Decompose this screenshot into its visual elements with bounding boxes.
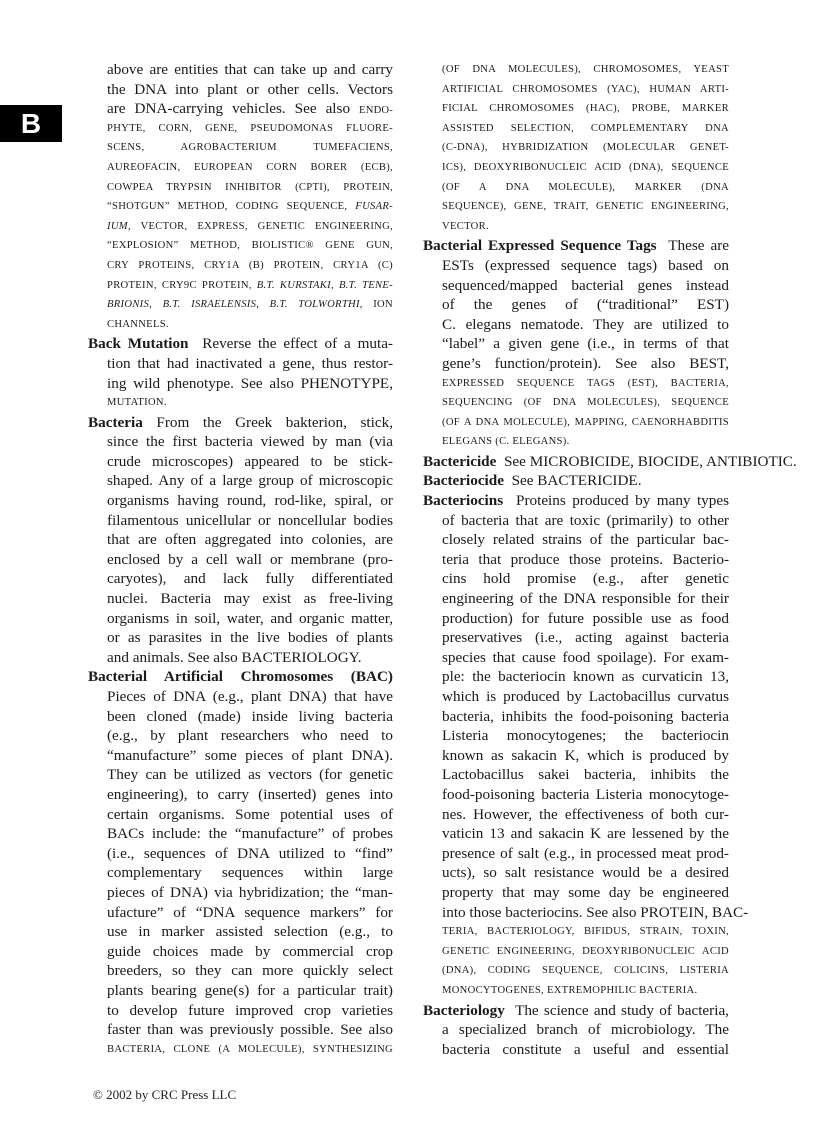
headword: Bactericide [423,452,497,470]
entry-bacterial-artificial-chromosomes: Bacterial Artificial Chromosomes (BAC) Pieces of DNA (e.g., plant DNA) that have been cloned (made) inside living bacteria (e.g., by plant researchers who need to “manufacture” some pieces of plant DNA). They can be utilized as vectors (for genetic engineering), to carry (inserted) genes into certain organisms. Some potential uses of BACs include: the “manufacture” of probes (i.e., sequences of DNA utilized to “find” complementary sequences within large pieces of DNA) via hybridization; the “man- ufacture” of “DNA sequence markers” for use in marker assisted selection (e.g., to guide choices made by commercial crop breeders, so they can more quickly select plants bearing gene(s) for a particular trait) to develop future improved crop varieties faster than was previously possible. See also BACTERIA, CLONE (A MOLECULE), SYNTHESIZING [88,667,393,1059]
copyright-footer: © 2002 by CRC Press LLC [93,1087,237,1102]
cross-reference-line[interactable]: PHYTE, CORN, GENE, PSEUDOMONAS FLUORE- [107,122,393,134]
headword: Back Mutation [88,335,189,353]
continuation-entry: above are entities that can take up and carry the DNA into plant or other cells. Vectors are DNA-carrying vehicles. See also ENDO- PHYTE, CORN, GENE, PSEUDOMONAS FLUORE- SCENS, AGROBACTERIUM TUMEFACIENS, AUREOFACIN, EUROPEAN CORN BORER (ECB), COWPEA TRYPSIN INHIBITOR (CPTI), PROTEIN, “SHOTGUN” METHOD, CODING SEQUENCE, FUSAR- IUM, VECTOR, EXPRESS, GENETIC ENGINEERING, “EXPLOSION” METHOD, BIOLISTIC® GENE GUN, CRY PROTEINS, CRY1A (B) PROTEIN, CRY1A (C) PROTEIN, CRY9C PROTEIN, B.T. KURSTAKI, B.T. TENE- BRIONIS, B.T. ISRAELENSIS, B.T. TOLWORTHI, ION CHANNELS. [88,60,393,334]
headword: Bacteria [88,413,143,431]
cross-reference-line[interactable]: EXPRESSED SEQUENCE TAGS (EST), BACTERIA, [442,377,729,389]
cross-reference-line[interactable]: IUM, VECTOR, EXPRESS, GENETIC ENGINEERING, [107,220,393,232]
entry-bacteriocide [423,471,729,491]
cross-reference-line[interactable]: “SHOTGUN” METHOD, CODING SEQUENCE, FUSAR- [107,201,393,213]
cross-reference-line[interactable]: ELEGANS (C. ELEGANS). [442,436,570,448]
continuation-entry [423,60,729,236]
cross-reference-line[interactable]: AUREOFACIN, EUROPEAN CORN BORER (ECB), [107,161,393,173]
cross-reference-line[interactable]: FICIAL CHROMOSOMES (HAC), PROBE, MARKER [442,103,729,115]
headword: Bacterial Artificial Chromosomes (BAC) [88,668,393,686]
headword: Bacterial Expressed Sequence Tags [423,237,657,255]
entry-bacterial-expressed-sequence-tags: Bacterial Expressed Sequence Tags These are ESTs (expressed sequence tags) based on sequenced/mapped bacterial genes instead of the genes of (“traditional” EST) C. elegans nematode. They are utilized to “label” a given gene (i.e., in terms of that gene’s function/protein). See also BEST, EXPRESSED SEQUENCE TAGS (EST), BACTERIA, SEQUENCING (OF DNA MOLECULES), SEQUENCE (OF A DNA MOLECULE), MAPPING, CAENORHABDITIS ELEGANS (C. ELEGANS). [423,236,729,452]
right-column [423,60,797,1059]
cross-reference-line[interactable]: (OF A DNA MOLECULE), MARKER (DNA [442,181,729,193]
cross-reference[interactable]: See MICROBICIDE, BIOCIDE, ANTIBIOTIC. [503,452,797,470]
entry-bactericide [423,452,797,472]
cross-reference[interactable]: ENDO- [359,105,393,117]
entry-bacteriology: Bacteriology The science and study of bacteria, a specialized branch of microbiology. The bacteria constitute a useful and essential [423,1001,729,1058]
headword: Bacteriocide [423,472,504,490]
section-letter-tab: B [0,105,62,142]
cross-reference-line[interactable]: (OF A DNA MOLECULE), MAPPING, CAENORHABDITIS [442,416,729,428]
headword: Bacteriocins [423,492,504,510]
cross-reference-line[interactable]: COWPEA TRYPSIN INHIBITOR (CPTI), PROTEIN, [107,181,393,193]
cross-reference-line[interactable]: PROTEIN, CRY9C PROTEIN, B.T. KURSTAKI, B.T. TENE- [107,279,393,291]
cross-reference-line[interactable]: TERIA, BACTERIOLOGY, BIFIDUS, STRAIN, TOXIN, [442,926,729,938]
cross-reference-line[interactable]: SEQUENCE), GENE, TRAIT, GENETIC ENGINEERING, [442,201,729,213]
cross-reference-line[interactable]: SCENS, AGROBACTERIUM TUMEFACIENS, [107,142,393,154]
cross-reference-line[interactable]: ICS), DEOXYRIBONUCLEIC ACID (DNA), SEQUENCE [442,161,729,173]
entry-bacteria: Bacteria From the Greek bakterion, stick, since the first bacteria viewed by man (via crude microscopes) appeared to be stick- shaped. Any of a large group of microscopic organisms having round, rod-like, spiral, or filamentous unicellular or noncellular bodies that are often aggregated into colonies, are enclosed by a cell wall or membrane (pro- caryotes), and lack fully differentiated nuclei. Bacteria may exist as free-living organisms in soil, water, and organic matter, or as parasites in the live bodies of plants and animals. See also BACTERIOLOGY. [88,413,393,666]
cross-reference-line[interactable]: BACTERIA, CLONE (A MOLECULE), SYNTHESIZING [107,1043,393,1055]
cross-reference-line[interactable]: MUTATION. [107,397,167,409]
cross-reference-line[interactable]: (C-DNA), HYBRIDIZATION (MOLECULAR GENET- [442,142,729,154]
entry-back-mutation: Back Mutation Reverse the effect of a muta- tion that had inactivated a gene, thus restor- ing wild phenotype. See also PHENOTYPE, MUTATION. [88,334,393,412]
cross-reference-line[interactable]: “EXPLOSION” METHOD, BIOLISTIC® GENE GUN, [107,240,393,252]
cross-reference-line[interactable]: CHANNELS. [107,318,169,330]
entry-bacteriocins: Bacteriocins Proteins produced by many types of bacteria that are toxic (primarily) to other closely related strains of the particular bac- teria that produce those proteins. Bacterio- cins hold promise (e.g., after genetic engineering of the DNA responsible for their production) for future possible use as food preservatives (i.e., acting against bacteria species that cause food spoilage). For exam- ple: the bacteriocin known as curvaticin 13, which is produced by Lactobacillus curvatus bacteria, inhibits the food-poisoning bacteria Listeria monocytogenes; the bacteriocin known as sakacin K, which is produced by Lactobacillus sakei bacteria, inhibits the food-poisoning bacteria Listeria monocytoge- nes. However, the effectiveness of both cur- vaticin 13 and sakacin K are lessened by the presence of salt (e.g., in processed meat prod- ucts), so salt resistance would be a desired property that may some day be engineered into those bacteriocins. See also PROTEIN, BAC- TERIA, BACTERIOLOGY, BIFIDUS, STRAIN, TOXIN, GENETIC ENGINEERING, DEOXYRIBONUCLEIC ACID (DNA), CODING SEQUENCE, COLICINS, LISTERIA MONOCYTOGENES, EXTREMOPHILIC BACTERIA. [423,491,729,1000]
cross-reference-line[interactable]: (DNA), CODING SEQUENCE, COLICINS, LISTERIA [442,965,729,977]
cross-reference-line[interactable]: MONOCYTOGENES, EXTREMOPHILIC BACTERIA. [442,984,698,996]
cross-reference-line[interactable]: GENETIC ENGINEERING, DEOXYRIBONUCLEIC ACID [442,945,729,957]
headword: Bacteriology [423,1001,505,1019]
cross-reference-line[interactable]: ARTIFICIAL CHROMOSOMES (YAC), HUMAN ARTI- [442,83,729,95]
cross-reference[interactable]: See BACTERICIDE. [511,472,642,490]
left-column [88,60,393,1059]
cross-reference-line[interactable]: VECTOR. [442,220,489,232]
cross-reference-line[interactable]: CRY PROTEINS, CRY1A (B) PROTEIN, CRY1A (C) [107,259,393,271]
cross-reference-line[interactable]: BRIONIS, B.T. ISRAELENSIS, B.T. TOLWORTHI, ION [107,299,393,311]
cross-reference-line[interactable]: SEQUENCING (OF DNA MOLECULES), SEQUENCE [442,397,729,409]
cross-reference-line[interactable]: ASSISTED SELECTION, COMPLEMENTARY DNA [442,122,729,134]
cross-reference-line[interactable]: (OF DNA MOLECULES), CHROMOSOMES, YEAST [442,64,729,75]
